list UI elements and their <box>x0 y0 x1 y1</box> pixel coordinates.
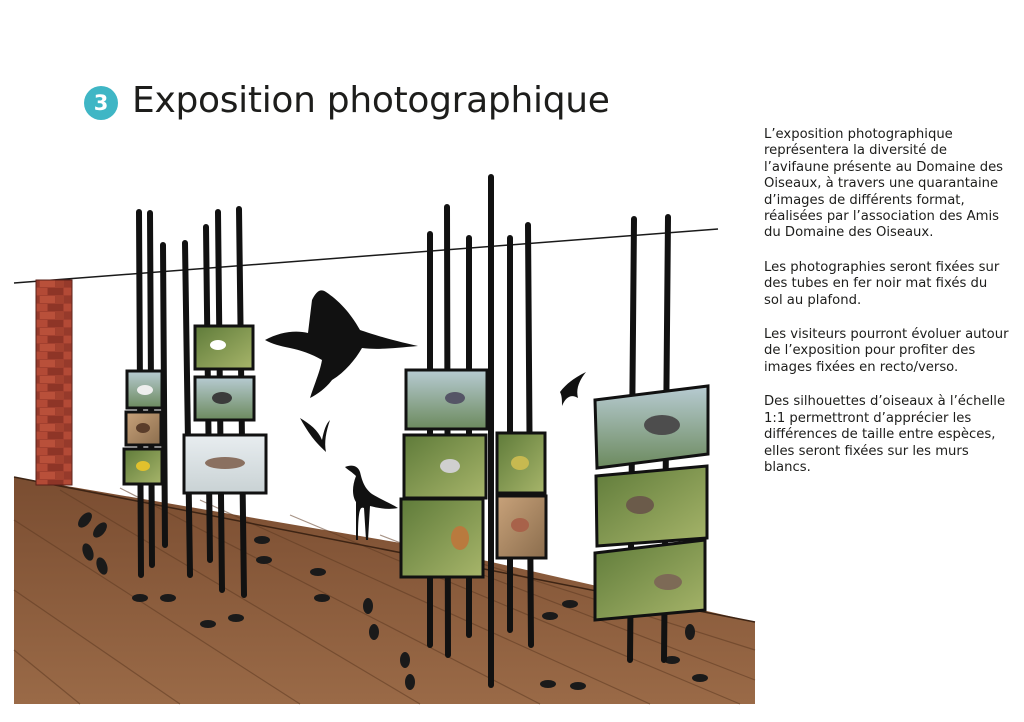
stilt-silhouette <box>345 466 398 540</box>
section-number-badge: 3 <box>84 86 118 120</box>
exhibition-illustration <box>0 160 760 705</box>
section-header <box>84 80 610 121</box>
description-paragraph-1: L’exposition photographique représentera la diversité de l’avifaune présente au Domaine des Oiseaux, à travers une quarantaine d’images de différents format, réalisées par l’association des Amis du Domaine des Oiseaux. <box>764 127 1004 241</box>
page-title: Exposition photographique <box>132 80 610 121</box>
swallow-silhouette <box>560 372 586 406</box>
stork-silhouette <box>265 290 418 398</box>
description-paragraph-2: Les photographies seront fixées sur des tubes en fer noir mat fixés du sol au plafond. <box>764 259 1000 308</box>
description-text <box>764 127 1009 494</box>
brick-pillar <box>36 280 72 485</box>
description-paragraph-3: Les visiteurs pourront évoluer autour de l’exposition pour profiter des images fixées en recto/verso. <box>764 327 1009 375</box>
bird-photo <box>401 499 483 577</box>
swallow-silhouette <box>300 418 330 452</box>
ceiling-line <box>14 229 718 283</box>
bird-photo <box>595 540 705 620</box>
description-paragraph-4: Des silhouettes d’oiseaux à l’échelle 1:1 permettront d’apprécier les différences de taille entre espèces, elles seront fixées sur les murs blancs. <box>764 394 1006 475</box>
